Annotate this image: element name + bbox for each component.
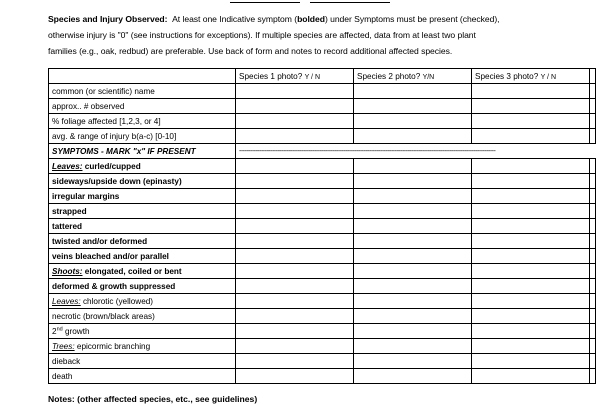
header-species-1: Species 1 photo? Y / N	[236, 69, 354, 84]
row-label: Leaves: chlorotic (yellowed)	[49, 294, 236, 309]
cell-extra	[590, 279, 596, 294]
instructions-line-2: otherwise injury is "0" (see instructions for exceptions). If multiple species are affected, data from at least two plant	[48, 30, 476, 40]
table-row	[49, 174, 596, 189]
table-row	[49, 99, 596, 114]
cell-extra	[590, 354, 596, 369]
top-cut-line	[40, 0, 600, 6]
cell-input[interactable]	[236, 369, 354, 384]
cell-extra	[590, 234, 596, 249]
cell-input[interactable]	[236, 294, 354, 309]
cell-extra	[590, 324, 596, 339]
cell-extra	[590, 264, 596, 279]
row-label: death	[49, 369, 236, 384]
table-row	[49, 249, 596, 264]
row-label: Trees: epicormic branching	[49, 339, 236, 354]
cell-input[interactable]	[354, 309, 472, 324]
cell-input[interactable]	[354, 129, 472, 144]
dashed-separator: --------------------------------------------------------------------------------------------------------------------------------------------	[236, 144, 596, 159]
row-label: strapped	[49, 204, 236, 219]
cell-input[interactable]	[472, 84, 590, 99]
cell-input[interactable]	[472, 369, 590, 384]
cell-input[interactable]	[354, 99, 472, 114]
cell-extra	[590, 129, 596, 144]
table-header-row	[49, 69, 596, 84]
symptoms-header-row	[49, 144, 596, 159]
blank-field-2	[310, 0, 390, 3]
cell-input[interactable]	[354, 234, 472, 249]
cell-input[interactable]	[236, 264, 354, 279]
row-label: 2nd growth	[49, 324, 236, 339]
cell-extra	[590, 159, 596, 174]
table-row	[49, 189, 596, 204]
cell-extra	[590, 249, 596, 264]
cell-input[interactable]	[354, 114, 472, 129]
cell-input[interactable]	[236, 174, 354, 189]
cell-input[interactable]	[236, 84, 354, 99]
cell-input[interactable]	[472, 159, 590, 174]
cell-input[interactable]	[236, 219, 354, 234]
cell-input[interactable]	[236, 309, 354, 324]
cell-input[interactable]	[354, 264, 472, 279]
cell-input[interactable]	[236, 189, 354, 204]
cell-input[interactable]	[236, 339, 354, 354]
cell-extra	[590, 339, 596, 354]
cell-extra	[590, 309, 596, 324]
cell-input[interactable]	[236, 129, 354, 144]
header-species-2: Species 2 photo? Y/N	[354, 69, 472, 84]
table-row	[49, 309, 596, 324]
cell-input[interactable]	[472, 339, 590, 354]
cell-input[interactable]	[236, 354, 354, 369]
row-label: tattered	[49, 219, 236, 234]
row-label: necrotic (brown/black areas)	[49, 309, 236, 324]
cell-input[interactable]	[354, 174, 472, 189]
cell-extra	[590, 189, 596, 204]
cell-input[interactable]	[472, 219, 590, 234]
row-label: Shoots: elongated, coiled or bent	[49, 264, 236, 279]
species-injury-table	[48, 68, 596, 384]
header-extra	[590, 69, 596, 84]
cell-extra	[590, 204, 596, 219]
table-row	[49, 219, 596, 234]
notes-label: Notes: (other affected species, etc., see guidelines)	[48, 394, 258, 404]
cell-input[interactable]	[472, 174, 590, 189]
cell-input[interactable]	[354, 249, 472, 264]
row-label: % foliage affected [1,2,3, or 4]	[49, 114, 236, 129]
blank-field-1	[230, 0, 300, 3]
cell-input[interactable]	[236, 204, 354, 219]
table-row	[49, 114, 596, 129]
table-row	[49, 279, 596, 294]
cell-input[interactable]	[472, 354, 590, 369]
cell-input[interactable]	[236, 159, 354, 174]
cell-input[interactable]	[472, 99, 590, 114]
table-row	[49, 264, 596, 279]
cell-input[interactable]	[354, 294, 472, 309]
header-blank	[49, 69, 236, 84]
cell-extra	[590, 99, 596, 114]
cell-input[interactable]	[472, 234, 590, 249]
symptoms-label: SYMPTOMS - MARK "x" IF PRESENT	[49, 144, 236, 159]
table-row	[49, 369, 596, 384]
cell-input[interactable]	[354, 204, 472, 219]
cell-input[interactable]	[472, 294, 590, 309]
row-label: Leaves: curled/cupped	[49, 159, 236, 174]
section-title: Species and Injury Observed:	[48, 14, 168, 24]
cell-input[interactable]	[236, 324, 354, 339]
table-row	[49, 339, 596, 354]
cell-input[interactable]	[236, 99, 354, 114]
cell-input[interactable]	[472, 324, 590, 339]
cell-input[interactable]	[472, 249, 590, 264]
cell-input[interactable]	[472, 114, 590, 129]
header-species-3: Species 3 photo? Y / N	[472, 69, 590, 84]
row-label: twisted and/or deformed	[49, 234, 236, 249]
cell-input[interactable]	[354, 354, 472, 369]
cell-extra	[590, 369, 596, 384]
cell-input[interactable]	[236, 279, 354, 294]
cell-input[interactable]	[354, 189, 472, 204]
table-row	[49, 129, 596, 144]
cell-extra	[590, 114, 596, 129]
row-label: common (or scientific) name	[49, 84, 236, 99]
cell-input[interactable]	[472, 309, 590, 324]
cell-input[interactable]	[354, 324, 472, 339]
cell-input[interactable]	[236, 249, 354, 264]
row-label: irregular margins	[49, 189, 236, 204]
cell-input[interactable]	[472, 279, 590, 294]
cell-extra	[590, 219, 596, 234]
cell-input[interactable]	[354, 159, 472, 174]
cell-extra	[590, 84, 596, 99]
cell-extra	[590, 174, 596, 189]
cell-input[interactable]	[354, 84, 472, 99]
row-label: sideways/upside down (epinasty)	[49, 174, 236, 189]
cell-input[interactable]	[472, 264, 590, 279]
table-row	[49, 354, 596, 369]
instructions	[48, 11, 588, 59]
cell-input[interactable]	[354, 369, 472, 384]
table-row	[49, 324, 596, 339]
cell-input[interactable]	[236, 234, 354, 249]
row-label: veins bleached and/or parallel	[49, 249, 236, 264]
cell-extra	[590, 294, 596, 309]
instructions-line-1: Species and Injury Observed: At least one Indicative symptom (bolded) under Symptoms must be present (checked),	[48, 14, 500, 24]
cell-input[interactable]	[354, 279, 472, 294]
cell-input[interactable]	[236, 114, 354, 129]
row-label: approx.. # observed	[49, 99, 236, 114]
table-row	[49, 84, 596, 99]
cell-input[interactable]	[472, 129, 590, 144]
cell-input[interactable]	[472, 204, 590, 219]
table-row	[49, 294, 596, 309]
row-label: deformed & growth suppressed	[49, 279, 236, 294]
row-label: dieback	[49, 354, 236, 369]
table-row	[49, 234, 596, 249]
instructions-line-3: families (e.g., oak, redbud) are preferable. Use back of form and notes to record additional affected species.	[48, 46, 453, 56]
cell-input[interactable]	[354, 339, 472, 354]
table-row	[49, 204, 596, 219]
row-label: avg. & range of injury b(a-c) [0-10]	[49, 129, 236, 144]
cell-input[interactable]	[354, 219, 472, 234]
table-row	[49, 159, 596, 174]
cell-input[interactable]	[472, 189, 590, 204]
